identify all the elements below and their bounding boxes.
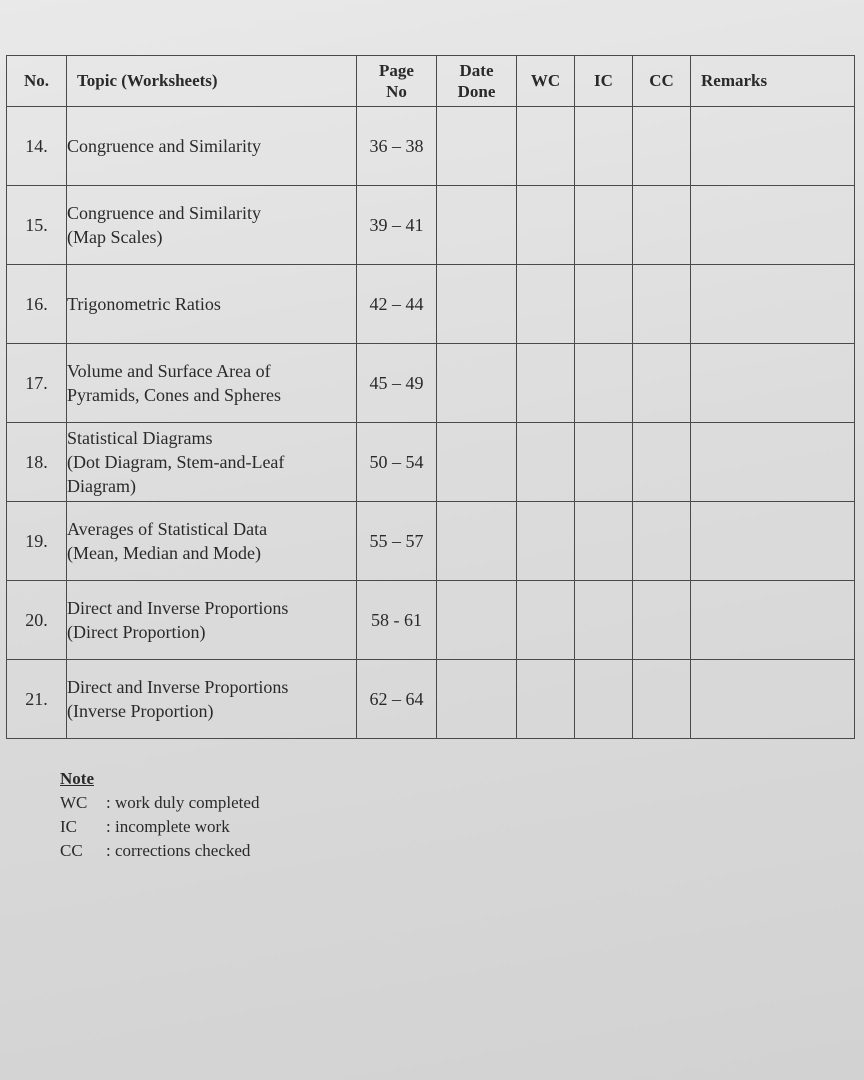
row-cc-cell[interactable] [633,107,691,186]
note-item [60,815,259,839]
topic-line: Averages of Statistical Data [67,518,268,539]
table-row [7,344,855,423]
row-ic-cell[interactable] [575,423,633,502]
row-topic [67,581,357,660]
topic-line: Direct and Inverse Proportions [67,597,289,618]
row-cc-cell[interactable] [633,660,691,739]
row-number: 19. [7,502,67,581]
row-number: 21. [7,660,67,739]
topic-line: Pyramids, Cones and Spheres [67,385,281,405]
row-remarks-cell[interactable] [691,581,855,660]
row-wc-cell[interactable] [517,265,575,344]
topic-line: (Dot Diagram, Stem-and-Leaf [67,451,285,472]
note-description: : incomplete work [106,817,230,836]
note-item [60,791,259,815]
row-pages: 58 - 61 [357,581,437,660]
row-remarks-cell[interactable] [691,423,855,502]
row-remarks-cell[interactable] [691,502,855,581]
row-ic-cell[interactable] [575,502,633,581]
table-row [7,186,855,265]
row-remarks-cell[interactable] [691,186,855,265]
row-ic-cell[interactable] [575,581,633,660]
topic-line: (Mean, Median and Mode) [67,543,261,563]
note-description: : work duly completed [106,793,260,812]
row-wc-cell[interactable] [517,186,575,265]
row-number: 17. [7,344,67,423]
topic-line: Statistical Diagrams [67,427,213,448]
row-topic [67,502,357,581]
topic-line: Trigonometric Ratios [67,293,221,314]
row-pages: 62 – 64 [357,660,437,739]
row-remarks-cell[interactable] [691,660,855,739]
row-topic [67,344,357,423]
header-remarks: Remarks [691,56,855,107]
header-wc: WC [517,56,575,107]
row-remarks-cell[interactable] [691,265,855,344]
header-no: No. [7,56,67,107]
table-row [7,581,855,660]
worksheet-record-table [6,55,855,739]
table-body [7,107,855,739]
table-row [7,107,855,186]
row-topic [67,107,357,186]
row-pages: 55 – 57 [357,502,437,581]
topic-line: Congruence and Similarity [67,135,261,156]
row-date-done-cell[interactable] [437,344,517,423]
row-wc-cell[interactable] [517,344,575,423]
note-description: : corrections checked [106,841,251,860]
row-cc-cell[interactable] [633,265,691,344]
header-date-line1: Date [459,60,494,80]
table-row [7,660,855,739]
topic-line: Congruence and Similarity [67,202,261,223]
row-cc-cell[interactable] [633,581,691,660]
row-ic-cell[interactable] [575,107,633,186]
note-abbreviation: IC [60,817,77,836]
header-date-done [437,56,517,107]
table-row [7,265,855,344]
row-ic-cell[interactable] [575,344,633,423]
row-ic-cell[interactable] [575,265,633,344]
row-cc-cell[interactable] [633,423,691,502]
note-title: Note [60,769,94,788]
row-date-done-cell[interactable] [437,423,517,502]
row-pages: 39 – 41 [357,186,437,265]
topic-line: Direct and Inverse Proportions [67,676,289,697]
header-page-line2: No [386,82,407,101]
row-number: 20. [7,581,67,660]
row-topic [67,265,357,344]
header-ic: IC [575,56,633,107]
row-cc-cell[interactable] [633,502,691,581]
row-topic [67,423,357,502]
topic-line: (Inverse Proportion) [67,701,214,721]
row-cc-cell[interactable] [633,186,691,265]
row-date-done-cell[interactable] [437,265,517,344]
note-abbreviation: CC [60,841,83,860]
row-date-done-cell[interactable] [437,660,517,739]
table-header-row [7,56,855,107]
note-section [60,767,259,863]
row-pages: 42 – 44 [357,265,437,344]
row-pages: 45 – 49 [357,344,437,423]
table-row [7,423,855,502]
row-pages: 36 – 38 [357,107,437,186]
row-pages: 50 – 54 [357,423,437,502]
row-wc-cell[interactable] [517,423,575,502]
topic-line: Diagram) [67,476,136,497]
row-remarks-cell[interactable] [691,344,855,423]
row-number: 14. [7,107,67,186]
row-wc-cell[interactable] [517,107,575,186]
row-topic [67,660,357,739]
header-cc: CC [633,56,691,107]
row-date-done-cell[interactable] [437,186,517,265]
note-item [60,839,259,863]
topic-line: (Direct Proportion) [67,622,206,642]
note-abbreviation: WC [60,793,88,812]
topic-line: Volume and Surface Area of [67,360,271,381]
row-topic [67,186,357,265]
table-row [7,502,855,581]
header-date-line2: Done [457,82,496,101]
row-cc-cell[interactable] [633,344,691,423]
row-ic-cell[interactable] [575,660,633,739]
row-wc-cell[interactable] [517,581,575,660]
row-date-done-cell[interactable] [437,107,517,186]
row-number: 18. [7,423,67,502]
row-ic-cell[interactable] [575,186,633,265]
row-number: 16. [7,265,67,344]
note-legend [60,791,259,863]
row-wc-cell[interactable] [517,502,575,581]
row-number: 15. [7,186,67,265]
topic-line: (Map Scales) [67,227,163,247]
row-date-done-cell[interactable] [437,581,517,660]
header-topic: Topic (Worksheets) [67,56,357,107]
row-date-done-cell[interactable] [437,502,517,581]
header-page-no [357,56,437,107]
row-remarks-cell[interactable] [691,107,855,186]
header-page-line1: Page [379,60,414,80]
row-wc-cell[interactable] [517,660,575,739]
